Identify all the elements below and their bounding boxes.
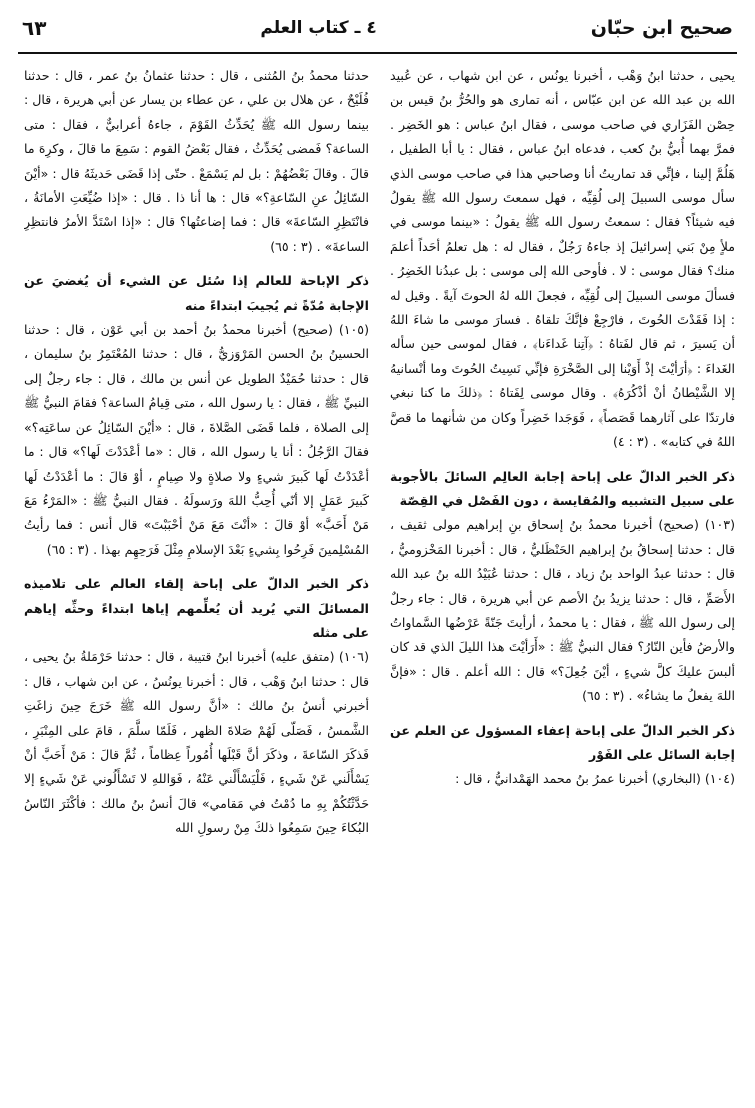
- hadith-103: (١٠٣) (صحيح) أخبرنا محمدُ بنُ إسحاق بنِ إبراهيم مولى ثقيف ، قال : حدثنا إسحاقُ بنُ إبراهيم الحَنْظَليُّ ، قال : أخبرنا المَخْزوميُّ ، قال : حدثنا عبدُ الواحد بنُ زياد ، قال : حدثنا عُبَيْدُ الله بنُ عبد الله الأَصَمِّ ، قال : حدثنا يزيدُ بنُ الأصم عن أبي هريرة ، قال : جاء رجلٌ إلى رسول الله ﷺ ، فقال : يا محمدُ ، أرأيتَ جَنّةً عَرْضُها السَّماواتُ والأرضُ فأين النّارُ؟ فقال النبيُّ ﷺ : «أَرَأيْتَ هذا الليلَ الذي قد كان ألبسَ عليكَ كلَّ شيءٍ ، أيْنَ جُعِلَ؟» قال : الله أعلم . قال : «فإنَّ اللهَ يفعلُ ما يشاءُ» . (٣ : ٦٥): [390, 517, 735, 704]
- page-number: ٦٣: [22, 16, 47, 40]
- text-paragraph: حدثنا محمدُ بنُ المُثنى ، قال : حدثنا عثمانُ بنُ عمر ، قال : حدثنا فُلَيْحٌ ، عن هلال بن علي ، عن عطاء بن يسار عن أبي هريرة ، قال : بينما رسول الله ﷺ يُحَدِّثُ القَوْمَ ، جاءهُ أعرابيٌّ ، فقال : متى الساعة؟ فَمضى يُحَدِّثُ ، فقال بَعْضُ القوم : سَمِعَ ما قالَ ، وكرِهَ ما قالَ . وقالَ بَعْضُهُمْ : بل لم يَسْمَعْ . حتّى إذا قَضَى حَديثَهُ قال : «أيْنَ السّائِلُ عنِ السّاعةِ؟» قال : ها أنا ذا . قال : «إذا ضُيِّعَتِ الأمانَةُ ، فانْتَظِرِ السّاعةَ» قال : فما إضاعتُها؟ قال : «إذا اسْتَدَّ الأمرُ فانتظِرِ الساعةَ» . (٣ : ٦٥): [24, 68, 369, 254]
- page-header: [22, 8, 733, 48]
- section-heading: ذكر الخبر الدالّ على إباحة إعفاء المسؤول عن العلم عن إجابة السائل على الفَوْر: [390, 722, 735, 762]
- right-column: [390, 64, 735, 1096]
- section-heading: ذكر الخبر الدالّ على إباحة إجابة العالِم السائلَ بالأجوبة على سبيل التشبيه والمُقايسة ، دون الفَصْل في القِصّة: [390, 468, 735, 508]
- hadith-105: (١٠٥) (صحيح) أخبرنا محمدُ بنُ أحمد بن أبي عَوْن ، قال : حدثنا الحسينُ بنُ الحسن المَرْوَزيُّ ، قال : حدثنا المُعْتَمِرُ بنُ سليمان ، قال : حدثنا حُمَيْدٌ الطويل عن أنس بن مالك ، قال : جاء رجلٌ إلى النبيِّ ﷺ ، فقال : يا رسول الله ، متى قِيامُ الساعة؟ فقامَ النبيُّ ﷺ إلى الصلاة ، فلما قَضَى الصَّلاةَ ، قال : «أيْنَ السّائِلُ عن ساعَتِه؟» فقالَ الرَّجُلُ : أنا يا رسول الله ، قال : «ما أعْدَدْتَ لَها؟» قال : ما أعْدَدْتُ لَها كَبيرَ شيءٍ ولا صلاةٍ ولا صِيامٍ ، أوْ قالَ : ما أعْدَدْتُ لَها كَبيرَ عَمَلٍ إلا أنّي أُحِبُّ اللهَ ورَسولَهُ . فقال النبيُّ ﷺ : «المَرْءُ مَعَ مَنْ أَحَبَّ» أوْ قالَ : «أنْتَ مَعَ مَنْ أحْبَبْتَ» قال أنس : فما رأيتُ المُسْلِمينَ فَرِحُوا بِشيءٍ بَعْدَ الإسلامِ مِثْلَ فَرَحِهِم بهذا . (٣ : ٦٥): [24, 322, 369, 557]
- section-heading: ذكر الخبر الدالّ على إباحة إلقاء العالم على تلاميذه المسائلَ التي يُريد أن يُعلِّمهم إياها ابتداءً وحثِّه إياهم على مثله: [24, 576, 369, 640]
- header-divider: [18, 52, 737, 54]
- hadith-104: (١٠٤) (البخاري) أخبرنا عمرُ بنُ محمد الهَمْدانيُّ ، قال :: [455, 771, 735, 787]
- chapter-title: ٤ ـ كتاب العلم: [260, 18, 377, 38]
- text-paragraph: يحيى ، حدثنا ابنُ وَهْب ، أخبرنا يونُس ، عن ابن شهاب ، عن عُبيد الله بن عبد الله عن ابن عبّاس ، أنه تمارى هو والحُرُّ بنُ قيس بن حِصْن الفَزَاري في صاحب موسى ، فقال ابنُ عباس : هو الخَضِر . فمرَّ بهما أُبيُّ بنُ كعب ، فدعاه ابنُ عباس ، فقال : يا أبا الطفيل ، هَلُمَّ إلينا ، فإنِّي قد تماريتُ أنا وصاحبي هذا في صاحب موسى الذي سأل موسى السبيلَ إلى لُقِيِّه ، فهل سمعتَ رسول الله ﷺ يقولُ فيه شيئاً؟ فقال : سمعتُ رسول الله ﷺ يقولُ : «بينما موسى في ملأٍ مِنْ بَني إسرائيلَ إذ جاءهُ رَجُلٌ ، فقال له : هل تعلمُ أحَداً أعلمَ منك؟ فقال موسى : لا . فأوحى الله إلى موسى : بل عبدُنا الخَضِرُ . فسألَ موسى السبيلَ إلى لُقِيِّه ، فجعلَ الله لهُ الحوتَ آيةً . وقيل له : إذا فَقَدْتَ الحُوتَ ، فارْجِعْ فإنَّكَ تلقاهُ . فسارَ موسى ما شاءَ اللهُ أن يَسيرَ ، ثم قال لفَتاهُ : ﴿آتِنا غَداءَنا﴾ ، فقال لموسى حين سأله الغَداءَ : ﴿أرَأيْتَ إذْ أَوَيْنا إلى الصَّخْرَةِ فإنِّي نَسِيتُ الحُوتَ وما أنْسانيهُ إلا الشَّيْطانُ أنْ أذْكُرَهُ﴾ . وقال موسى لِفَتاهُ : ﴿ذلكَ ما كنا نبغي فارتدّا على آثارهما قَصَصاً﴾ ، فَوَجَدا خَضِراً وكان من شأنهما ما قصَّ اللهُ في كتابه» . (٣ : ٤): [390, 68, 735, 450]
- section-heading: ذكر الإباحة للعالم إذا سُئل عن الشيء أن يُغضيَ عن الإجابة مُدّةً ثم يُجيبَ ابتداءً منه: [24, 273, 369, 313]
- hadith-106: (١٠٦) (متفق عليه) أخبرنا ابنُ قتيبة ، قال : حدثنا حَرْمَلةُ بنُ يحيى ، قال : حدثنا ابنُ وَهْب ، قال : أخبرنا يونُسُ ، عن ابن شهاب ، قال : أخبرني أنسُ بنُ مالك : «أنَّ رسول الله ﷺ خَرَجَ حِينَ زاغَتِ الشَّمسُ ، فَصَلّى لَهُمْ صَلاةَ الظهر ، فَلَمّا سلَّمَ ، قامَ على المِنْبَرِ ، فَذكَرَ السّاعةَ ، وذكَرَ أنَّ قَبْلَها أُمُوراً عِظاماً ، ثُمَّ قالَ : مَنْ أَحَبَّ أنْ يَسْأَلَني عَنْ شَيءٍ ، فَلْيَسْأَلْني عَنْهُ ، فَوَاللهِ لا تَسْأَلُوني عَنْ شَيءٍ إلا حَدَّثْتُكُمْ بِهِ ما دُمْتُ في مَقامي» قالَ أنسُ بنُ مالك : فأكْثَرَ النّاسُ البُكاءَ حِينَ سَمِعُوا ذلكَ مِنْ رسولِ الله: [24, 649, 369, 836]
- book-title: صحيح ابن حبّان: [590, 17, 733, 39]
- left-column: [24, 64, 369, 1096]
